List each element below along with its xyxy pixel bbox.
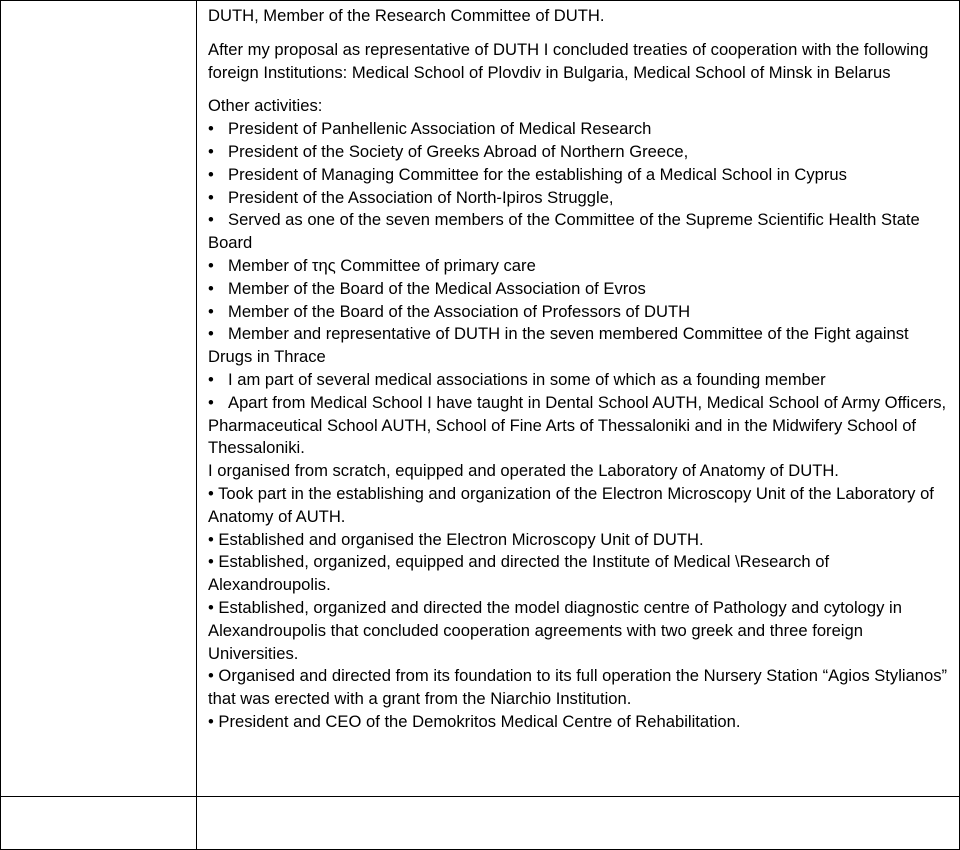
left-column-cell (1, 797, 197, 850)
list-item: • President of the Association of North-Ipiros Struggle, (208, 187, 951, 210)
bullet-icon: • (208, 164, 214, 184)
bullet-icon: • (208, 301, 214, 321)
list-item: • President of the Society of Greeks Abroad of Northern Greece, (208, 141, 951, 164)
list-item: • Member and representative of DUTH in the seven membered Committee of the Fight against Drugs in Thrace (208, 324, 909, 367)
laboratory-paragraph: I organised from scratch, equipped and operated the Laboratory of Anatomy of DUTH. (208, 461, 839, 481)
other-activities-heading: Other activities: (208, 96, 323, 116)
bullet-icon: • (208, 141, 214, 161)
achievement-item: • Took part in the establishing and organization of the Electron Microscopy Unit of the Laboratory of Anatomy of AUTH. (208, 483, 934, 526)
list-item: • Served as one of the seven members of the Committee of the Supreme Scientific Health State Board (208, 210, 920, 253)
table-row (1, 1, 960, 797)
achievement-item: • Established, organized, equipped and directed the Institute of Medical \Research of Alexandroupolis. (208, 552, 830, 595)
list-item: • I am part of several medical associations in some of which as a founding member (208, 369, 951, 392)
bullet-icon: • (208, 392, 214, 412)
list-item: • Member of της Committee of primary care (208, 255, 951, 278)
list-item: • Member of the Board of the Association of Professors of DUTH (208, 301, 951, 324)
research-committee-line: DUTH, Member of the Research Committee of DUTH. (208, 6, 605, 25)
bullet-icon: • (208, 210, 214, 230)
treaties-paragraph: After my proposal as representative of DUTH I concluded treaties of cooperation with the following foreign Institutions: Medical School of Plovdiv in Bulgaria, Medical School of Minsk in Belarus (208, 39, 929, 82)
achievement-item: • President and CEO of the Demokritos Medical Centre of Rehabilitation. (208, 711, 741, 731)
bullet-icon: • (208, 324, 214, 344)
list-item: • Apart from Medical School I have taught in Dental School AUTH, Medical School of Army Officers, Pharmaceutical School AUTH, School of Fine Arts of Thessaloniki and in the Midwifery School of Thessaloniki. (208, 392, 947, 458)
list-item: • President of Managing Committee for the establishing of a Medical School in Cyprus (208, 164, 951, 187)
content-cell (197, 1, 960, 797)
bullet-icon: • (208, 119, 214, 139)
activities-list (208, 118, 951, 460)
bullet-icon: • (208, 278, 214, 298)
achievement-item: • Established and organised the Electron Microscopy Unit of DUTH. (208, 529, 704, 549)
table-row (1, 797, 960, 850)
left-column-cell (1, 1, 197, 797)
achievement-item: • Established, organized and directed the model diagnostic centre of Pathology and cytology in Alexandroupolis that concluded cooperation agreements with two greek and three foreign Universities. (208, 597, 902, 663)
bullet-icon: • (208, 369, 214, 389)
list-item: • President of Panhellenic Association of Medical Research (208, 118, 951, 141)
empty-content-cell (197, 797, 960, 850)
bullet-icon: • (208, 187, 214, 207)
achievement-item: • Organised and directed from its foundation to its full operation the Nursery Station “Agios Stylianos” that was erected with a grant from the Niarchio Institution. (208, 666, 948, 709)
list-item: • Member of the Board of the Medical Association of Evros (208, 278, 951, 301)
bullet-icon: • (208, 255, 214, 275)
